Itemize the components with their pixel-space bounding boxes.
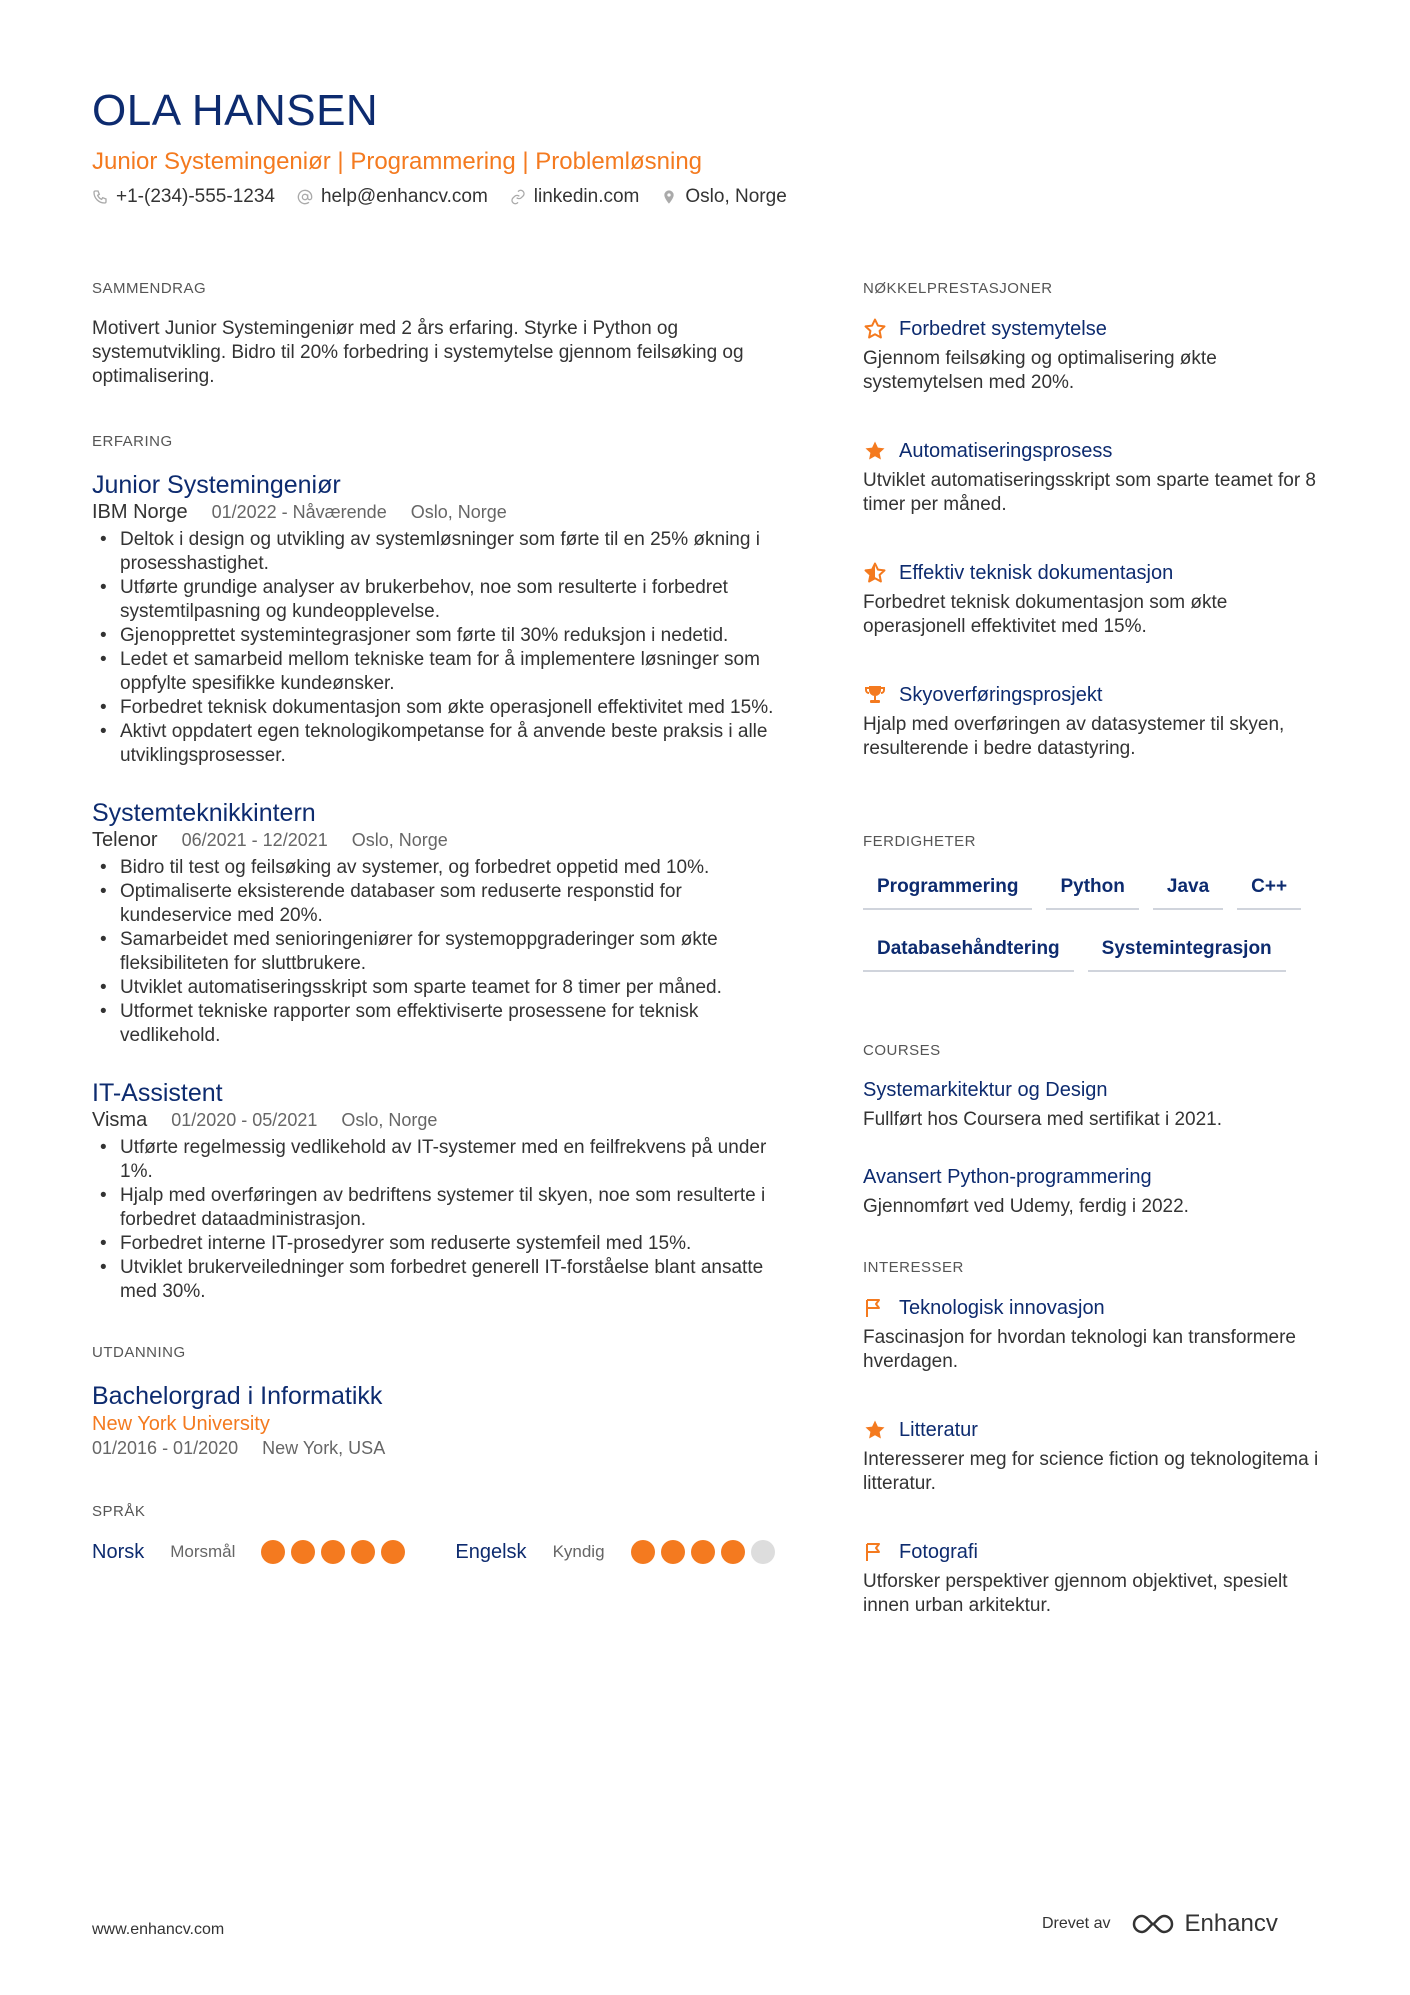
contact-linkedin[interactable] xyxy=(510,186,640,208)
skill-tag: Systemintegrasjon xyxy=(1088,932,1286,972)
section-title-education: UTDANNING xyxy=(92,1344,186,1361)
link-icon xyxy=(510,189,526,205)
job-bullet: • Utviklet brukerveiledninger som forbedret generell IT-forståelse blant ansatte med 30%. xyxy=(92,1256,792,1304)
rating-dot-filled xyxy=(691,1540,715,1564)
rating-dot-empty xyxy=(751,1540,775,1564)
interest-title: Litteratur xyxy=(899,1418,978,1441)
rating-dot-filled xyxy=(291,1540,315,1564)
trophy-icon xyxy=(863,683,887,707)
achievement-title: Forbedret systemytelse xyxy=(899,317,1107,340)
achievement-item xyxy=(863,317,1323,395)
skill-tag: Python xyxy=(1046,870,1138,910)
achievements-section xyxy=(863,280,1323,761)
contact-email-text: help@enhancv.com xyxy=(320,186,488,207)
interest-item xyxy=(863,1296,1323,1374)
job-bullet: • Aktivt oppdatert egen teknologikompetanse for å anvende beste praksis i alle utviklingsprosesser. xyxy=(92,720,792,768)
job-bullet: • Hjalp med overføringen av bedriftens systemer til skyen, noe som resulterte i forbedret dataadministrasjon. xyxy=(92,1184,792,1232)
interest-desc: Fascinasjon for hvordan teknologi kan transformere hverdagen. xyxy=(863,1327,1297,1372)
job-location: Oslo, Norge xyxy=(410,502,507,522)
education-school: New York University xyxy=(92,1413,270,1435)
job-bullets xyxy=(92,856,792,1048)
job-bullets xyxy=(92,1136,792,1304)
summary-section xyxy=(92,280,792,389)
language-rating xyxy=(261,1540,405,1564)
education-dates: 01/2016 - 01/2020 xyxy=(92,1438,239,1458)
job-entry xyxy=(92,1078,792,1304)
interest-item xyxy=(863,1540,1323,1618)
job-bullet: • Forbedret teknisk dokumentasjon som økte operasjonell effektivitet med 15%. xyxy=(92,696,792,720)
course-title: Systemarkitektur og Design xyxy=(863,1079,1108,1101)
contact-phone-text: +1-(234)-555-1234 xyxy=(116,186,275,207)
interest-title: Teknologisk innovasjon xyxy=(899,1296,1105,1319)
skill-tag: Programmering xyxy=(863,870,1032,910)
section-title-experience: ERFARING xyxy=(92,433,173,450)
achievement-desc: Gjennom feilsøking og optimalisering økte systemytelsen med 20%. xyxy=(863,348,1217,393)
education-section xyxy=(92,1344,792,1459)
job-title: Junior Systemingeniør xyxy=(92,471,341,499)
language-list xyxy=(92,1540,792,1564)
section-title-achievements: NØKKELPRESTASJONER xyxy=(863,280,1053,297)
job-bullet: • Utførte grundige analyser av brukerbehov, noe som resulterte i forbedret systemtilpasning og kundeopplevelse. xyxy=(92,576,792,624)
rating-dot-filled xyxy=(631,1540,655,1564)
job-title: Systemteknikkintern xyxy=(92,799,316,827)
education-location: New York, USA xyxy=(262,1438,386,1458)
candidate-name: OLA HANSEN xyxy=(92,86,379,135)
section-title-summary: SAMMENDRAG xyxy=(92,280,207,297)
language-item xyxy=(92,1540,405,1564)
experience-section xyxy=(92,433,792,1304)
job-meta xyxy=(92,1109,792,1132)
job-entry xyxy=(92,470,792,768)
contact-phone[interactable] xyxy=(92,186,275,208)
job-location: Oslo, Norge xyxy=(341,1110,438,1130)
achievement-title: Automatiseringsprosess xyxy=(899,439,1113,462)
contact-bar xyxy=(92,186,787,208)
course-desc: Gjennomført ved Udemy, ferdig i 2022. xyxy=(863,1196,1189,1217)
rating-dot-filled xyxy=(661,1540,685,1564)
job-dates: 06/2021 - 12/2021 xyxy=(181,830,328,850)
education-meta xyxy=(92,1438,792,1459)
rating-dot-filled xyxy=(381,1540,405,1564)
star-filled-icon xyxy=(863,439,887,463)
brand-name: Enhancv xyxy=(1184,1910,1278,1937)
course-title: Avansert Python-programmering xyxy=(863,1166,1152,1188)
left-column xyxy=(92,280,792,1608)
course-item xyxy=(863,1079,1323,1132)
achievement-item xyxy=(863,683,1323,761)
job-bullet: • Gjenopprettet systemintegrasjoner som førte til 30% reduksjon i nedetid. xyxy=(92,624,792,648)
right-column xyxy=(863,280,1323,1662)
skills-section xyxy=(863,833,1323,972)
rating-dot-filled xyxy=(351,1540,375,1564)
at-icon xyxy=(297,189,313,205)
language-rating xyxy=(631,1540,775,1564)
contact-email[interactable] xyxy=(297,186,488,208)
footer-branding xyxy=(1042,1910,1278,1938)
section-title-languages: SPRÅK xyxy=(92,1503,146,1520)
interest-desc: Interesserer meg for science fiction og teknologitema i litteratur. xyxy=(863,1449,1319,1494)
job-bullet: • Utviklet automatiseringsskript som sparte teamet for 8 timer per måned. xyxy=(92,976,792,1000)
languages-section xyxy=(92,1503,792,1564)
job-location: Oslo, Norge xyxy=(351,830,448,850)
job-meta xyxy=(92,501,792,524)
job-company: Visma xyxy=(92,1109,148,1131)
job-bullet: • Samarbeidet med senioringeniører for systemoppgraderinger som økte fleksibiliteten for sluttbrukere. xyxy=(92,928,792,976)
headline: Junior Systemingeniør | Programmering | Problemløsning xyxy=(92,148,703,175)
job-bullet: • Utførte regelmessig vedlikehold av IT-systemer med en feilfrekvens på under 1%. xyxy=(92,1136,792,1184)
job-bullet: • Bidro til test og feilsøking av systemer, og forbedret oppetid med 10%. xyxy=(92,856,792,880)
job-meta xyxy=(92,829,792,852)
job-entry xyxy=(92,798,792,1048)
contact-location-text: Oslo, Norge xyxy=(685,186,787,207)
skill-list xyxy=(863,870,1323,972)
star-outline-icon xyxy=(863,317,887,341)
achievement-desc: Hjalp med overføringen av datasystemer til skyen, resulterende i bedre datastyring. xyxy=(863,714,1285,759)
job-title: IT-Assistent xyxy=(92,1079,223,1107)
language-level: Kyndig xyxy=(552,1542,605,1561)
rating-dot-filled xyxy=(321,1540,345,1564)
job-bullets xyxy=(92,528,792,768)
footer-website[interactable]: www.enhancv.com xyxy=(92,1921,225,1938)
job-dates: 01/2022 - Nåværende xyxy=(211,502,387,522)
education-degree: Bachelorgrad i Informatikk xyxy=(92,1382,383,1410)
job-bullet: • Utformet tekniske rapporter som effektiviserte prosessene for teknisk vedlikehold. xyxy=(92,1000,792,1048)
achievement-title: Skyoverføringsprosjekt xyxy=(899,683,1103,706)
contact-linkedin-text: linkedin.com xyxy=(533,186,640,207)
flag-icon xyxy=(863,1296,887,1320)
language-item xyxy=(455,1540,774,1564)
achievement-item xyxy=(863,561,1323,639)
star-filled-icon xyxy=(863,1418,887,1442)
section-title-skills: FERDIGHETER xyxy=(863,833,977,850)
interest-item xyxy=(863,1418,1323,1496)
job-bullet: • Deltok i design og utvikling av systemløsninger som førte til en 25% økning i prosesshastighet. xyxy=(92,528,792,576)
job-company: Telenor xyxy=(92,829,158,851)
job-dates: 01/2020 - 05/2021 xyxy=(171,1110,318,1130)
language-name: Engelsk xyxy=(455,1540,527,1563)
summary-text: Motivert Junior Systemingeniør med 2 års erfaring. Styrke i Python og systemutvikling. Bidro til 20% forbedring i systemytelse gjennom feilsøking og optimalisering. xyxy=(92,318,744,387)
interest-title: Fotografi xyxy=(899,1540,978,1563)
job-bullet: • Ledet et samarbeid mellom tekniske team for å implementere løsninger som oppfylte spesifikke kundeønsker. xyxy=(92,648,792,696)
skill-tag: Databasehåndtering xyxy=(863,932,1074,972)
rating-dot-filled xyxy=(721,1540,745,1564)
section-title-interests: INTERESSER xyxy=(863,1259,964,1276)
courses-section xyxy=(863,1042,1323,1219)
course-desc: Fullført hos Coursera med sertifikat i 2021. xyxy=(863,1109,1223,1130)
interests-section xyxy=(863,1259,1323,1618)
star-half-icon xyxy=(863,561,887,585)
skill-tag: Java xyxy=(1153,870,1223,910)
location-pin-icon xyxy=(661,189,677,205)
infinity-logo-icon xyxy=(1130,1911,1176,1937)
skill-tag: C++ xyxy=(1237,870,1301,910)
achievement-desc: Forbedret teknisk dokumentasjon som økte operasjonell effektivitet med 15%. xyxy=(863,592,1228,637)
job-bullet: • Forbedret interne IT-prosedyrer som reduserte systemfeil med 15%. xyxy=(92,1232,792,1256)
section-title-courses: COURSES xyxy=(863,1042,941,1059)
powered-by-label: Drevet av xyxy=(1042,1915,1111,1932)
job-company: IBM Norge xyxy=(92,501,188,523)
achievement-title: Effektiv teknisk dokumentasjon xyxy=(899,561,1174,584)
job-bullet: • Optimaliserte eksisterende databaser som reduserte responstid for kundeservice med 20%. xyxy=(92,880,792,928)
phone-icon xyxy=(92,189,108,205)
language-name: Norsk xyxy=(92,1540,145,1563)
flag-icon xyxy=(863,1540,887,1564)
achievement-item xyxy=(863,439,1323,517)
rating-dot-filled xyxy=(261,1540,285,1564)
language-level: Morsmål xyxy=(170,1542,236,1561)
interest-desc: Utforsker perspektiver gjennom objektivet, spesielt innen urban arkitektur. xyxy=(863,1571,1288,1616)
achievement-desc: Utviklet automatiseringsskript som sparte teamet for 8 timer per måned. xyxy=(863,470,1317,515)
contact-location xyxy=(661,186,786,208)
brand-logo[interactable] xyxy=(1130,1910,1277,1938)
course-item xyxy=(863,1166,1323,1219)
